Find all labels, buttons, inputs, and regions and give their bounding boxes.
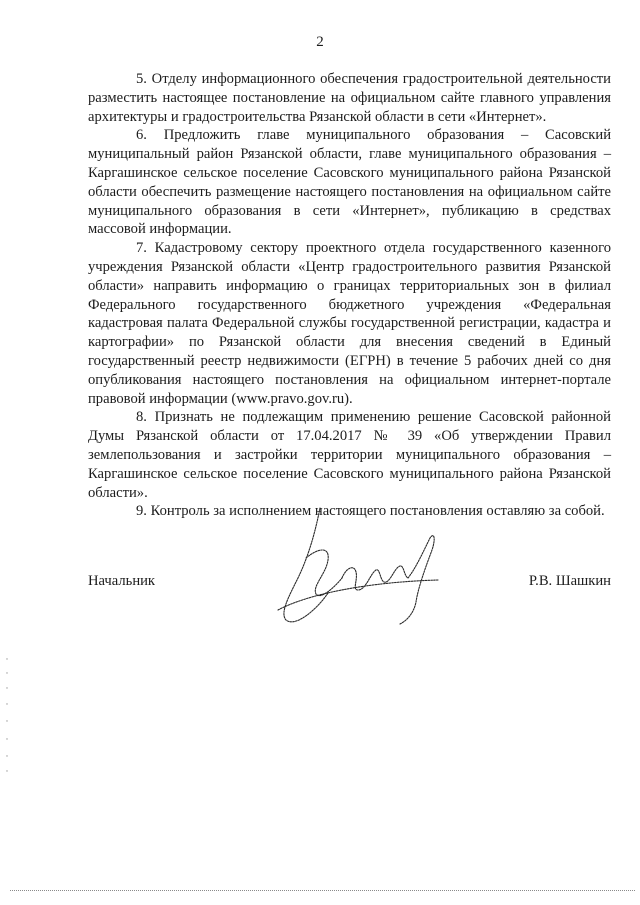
signature-block [88,572,611,592]
paragraph-5: 5. Отделу информационного обеспечения градостроительной деятельности разместить настоящее постановление на официальном сайте главного управления архитектуры и градостроительства Рязанской области в сети «Интернет». [88,71,611,125]
scan-bottom-edge [10,890,635,891]
page-number: 2 [316,34,324,50]
paragraph-6: 6. Предложить главе муниципального образования – Сасовский муниципальный район Рязанской области, главе муниципального образования – Каргашинское сельское поселение Сасовского муниципального района Рязанской области обеспечить размещение настоящего постановления на официальном сайте муниципального образования в сети «Интернет», публикацию в средствах массовой информации. [88,127,611,238]
paragraph-7: 7. Кадастровому сектору проектного отдела государственного казенного учреждения Рязанской области «Центр градостроительного развития Рязанской области» направить информацию о границах территориальных зон в филиал Федерального государственного бюджетного учреждения «Федеральная кадастровая палата Федеральной службы государственной регистрации, кадастра и картографии» по Рязанской области для внесения сведений в Единый государственный реестр недвижимости (ЕГРН) в течение 5 рабочих дней со дня опубликования настоящего постановления на официальном интернет-портале правовой информации (www.pravo.gov.ru). [88,240,611,407]
paragraph-9: 9. Контроль за исполнением настоящего постановления оставляю за собой. [136,503,605,520]
paragraph-8: 8. Признать не подлежащим применению решение Сасовской районной Думы Рязанской области от 17.04.2017 № 39 «Об утверждении Правил землепользования и застройки территории муниципального образования – Каргашинское сельское поселение Сасовского муниципального района Рязанской области». [88,409,611,501]
signatory-name: Р.В. Шашкин [528,573,611,589]
document-body [88,70,611,521]
scan-margin-dots [4,655,10,775]
signatory-position: Начальник [88,573,156,589]
handwritten-signature [258,498,458,638]
